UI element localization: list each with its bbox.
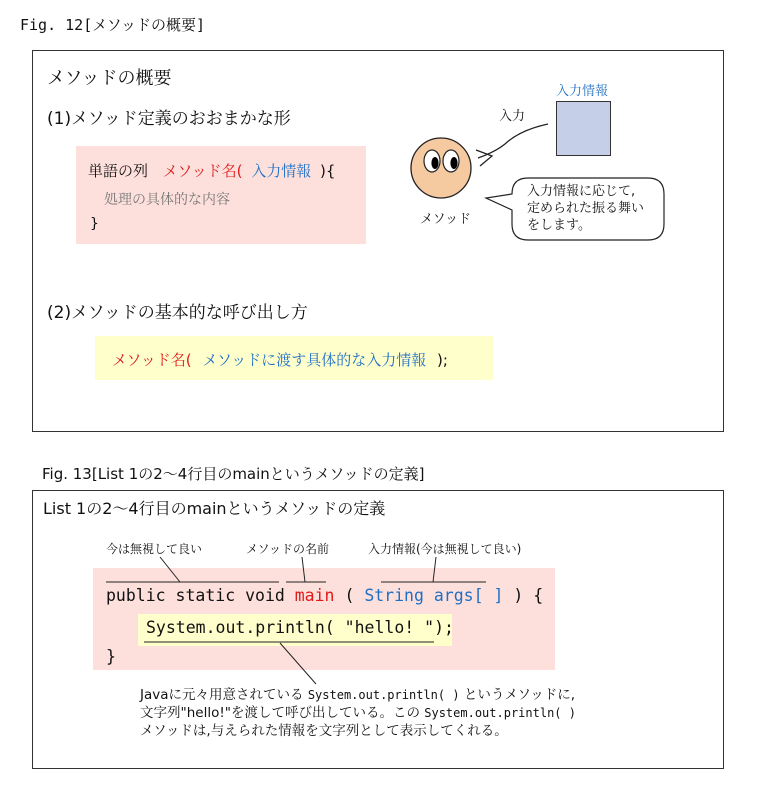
code-body: System.out.println( "hello! "); xyxy=(146,618,454,637)
note-line-3: メソッドは,与えられた情報を文字列として表示してくれる。 xyxy=(140,723,508,739)
def-method-name: メソッド名( xyxy=(162,162,243,180)
call-method-name: メソッド名( xyxy=(112,351,192,369)
note-line-2-text: 文字列"hello!"を渡して呼び出している。この xyxy=(140,705,420,721)
leader-note xyxy=(280,643,316,684)
bubble-line-3: をします。 xyxy=(527,218,591,233)
def-input: 入力情報 xyxy=(251,162,312,180)
fig13-note xyxy=(140,686,576,740)
fig12-section1-heading: (1)メソッド定義のおおまかな形 xyxy=(47,109,291,129)
def-close-brace: } xyxy=(90,216,99,232)
bubble-line-2: 定められた振る舞い xyxy=(527,201,645,216)
input-label: 入力 xyxy=(499,109,526,124)
input-info-label: 入力情報 xyxy=(556,84,609,99)
call-args: メソッドに渡す具体的な入力情報 xyxy=(202,351,427,369)
fig13-caption: Fig. 13[List 1の2〜4行目のmainというメソッドの定義] xyxy=(42,465,425,483)
code-signature-line xyxy=(106,586,543,605)
def-suffix: ){ xyxy=(320,162,336,180)
note-line-1-text-b: というメソッドに, xyxy=(463,687,576,703)
note-line-2-code: System.out.println( ) xyxy=(424,706,576,720)
code-paren-close: ) { xyxy=(513,586,544,605)
bubble-line-1: 入力情報に応じて, xyxy=(527,184,636,199)
note-line-1-code: System.out.println( ) xyxy=(307,688,460,702)
fig12-caption: Fig. 12[メソッドの概要] xyxy=(20,16,206,34)
note-line-1 xyxy=(140,686,576,704)
call-suffix: ); xyxy=(437,351,448,369)
def-body: 処理の具体的な内容 xyxy=(104,192,230,208)
code-main: main xyxy=(294,586,335,605)
leader-ignore xyxy=(160,557,180,582)
code-modifiers: public static void xyxy=(106,586,285,605)
leader-input xyxy=(433,557,436,582)
code-close-brace: } xyxy=(106,647,116,666)
leader-name xyxy=(302,557,305,582)
label-method-name: メソッドの名前 xyxy=(246,542,330,556)
fig12-section2-heading: (2)メソッドの基本的な呼び出し方 xyxy=(47,303,308,323)
method-label: メソッド xyxy=(420,212,471,227)
def-prefix: 単語の列 xyxy=(88,162,149,180)
note-line-2 xyxy=(140,704,576,722)
label-input-info: 入力情報(今は無視して良い) xyxy=(368,542,522,556)
code-paren-open: ( xyxy=(344,586,355,605)
code-params: String args[ ] xyxy=(364,586,504,605)
fig12-title: メソッドの概要 xyxy=(47,68,172,89)
label-ignore: 今は無視して良い xyxy=(106,542,203,556)
note-line-1-text-a: Javaに元々用意されている xyxy=(140,687,304,703)
fig13-title: List 1の2〜4行目のmainというメソッドの定義 xyxy=(43,499,386,518)
